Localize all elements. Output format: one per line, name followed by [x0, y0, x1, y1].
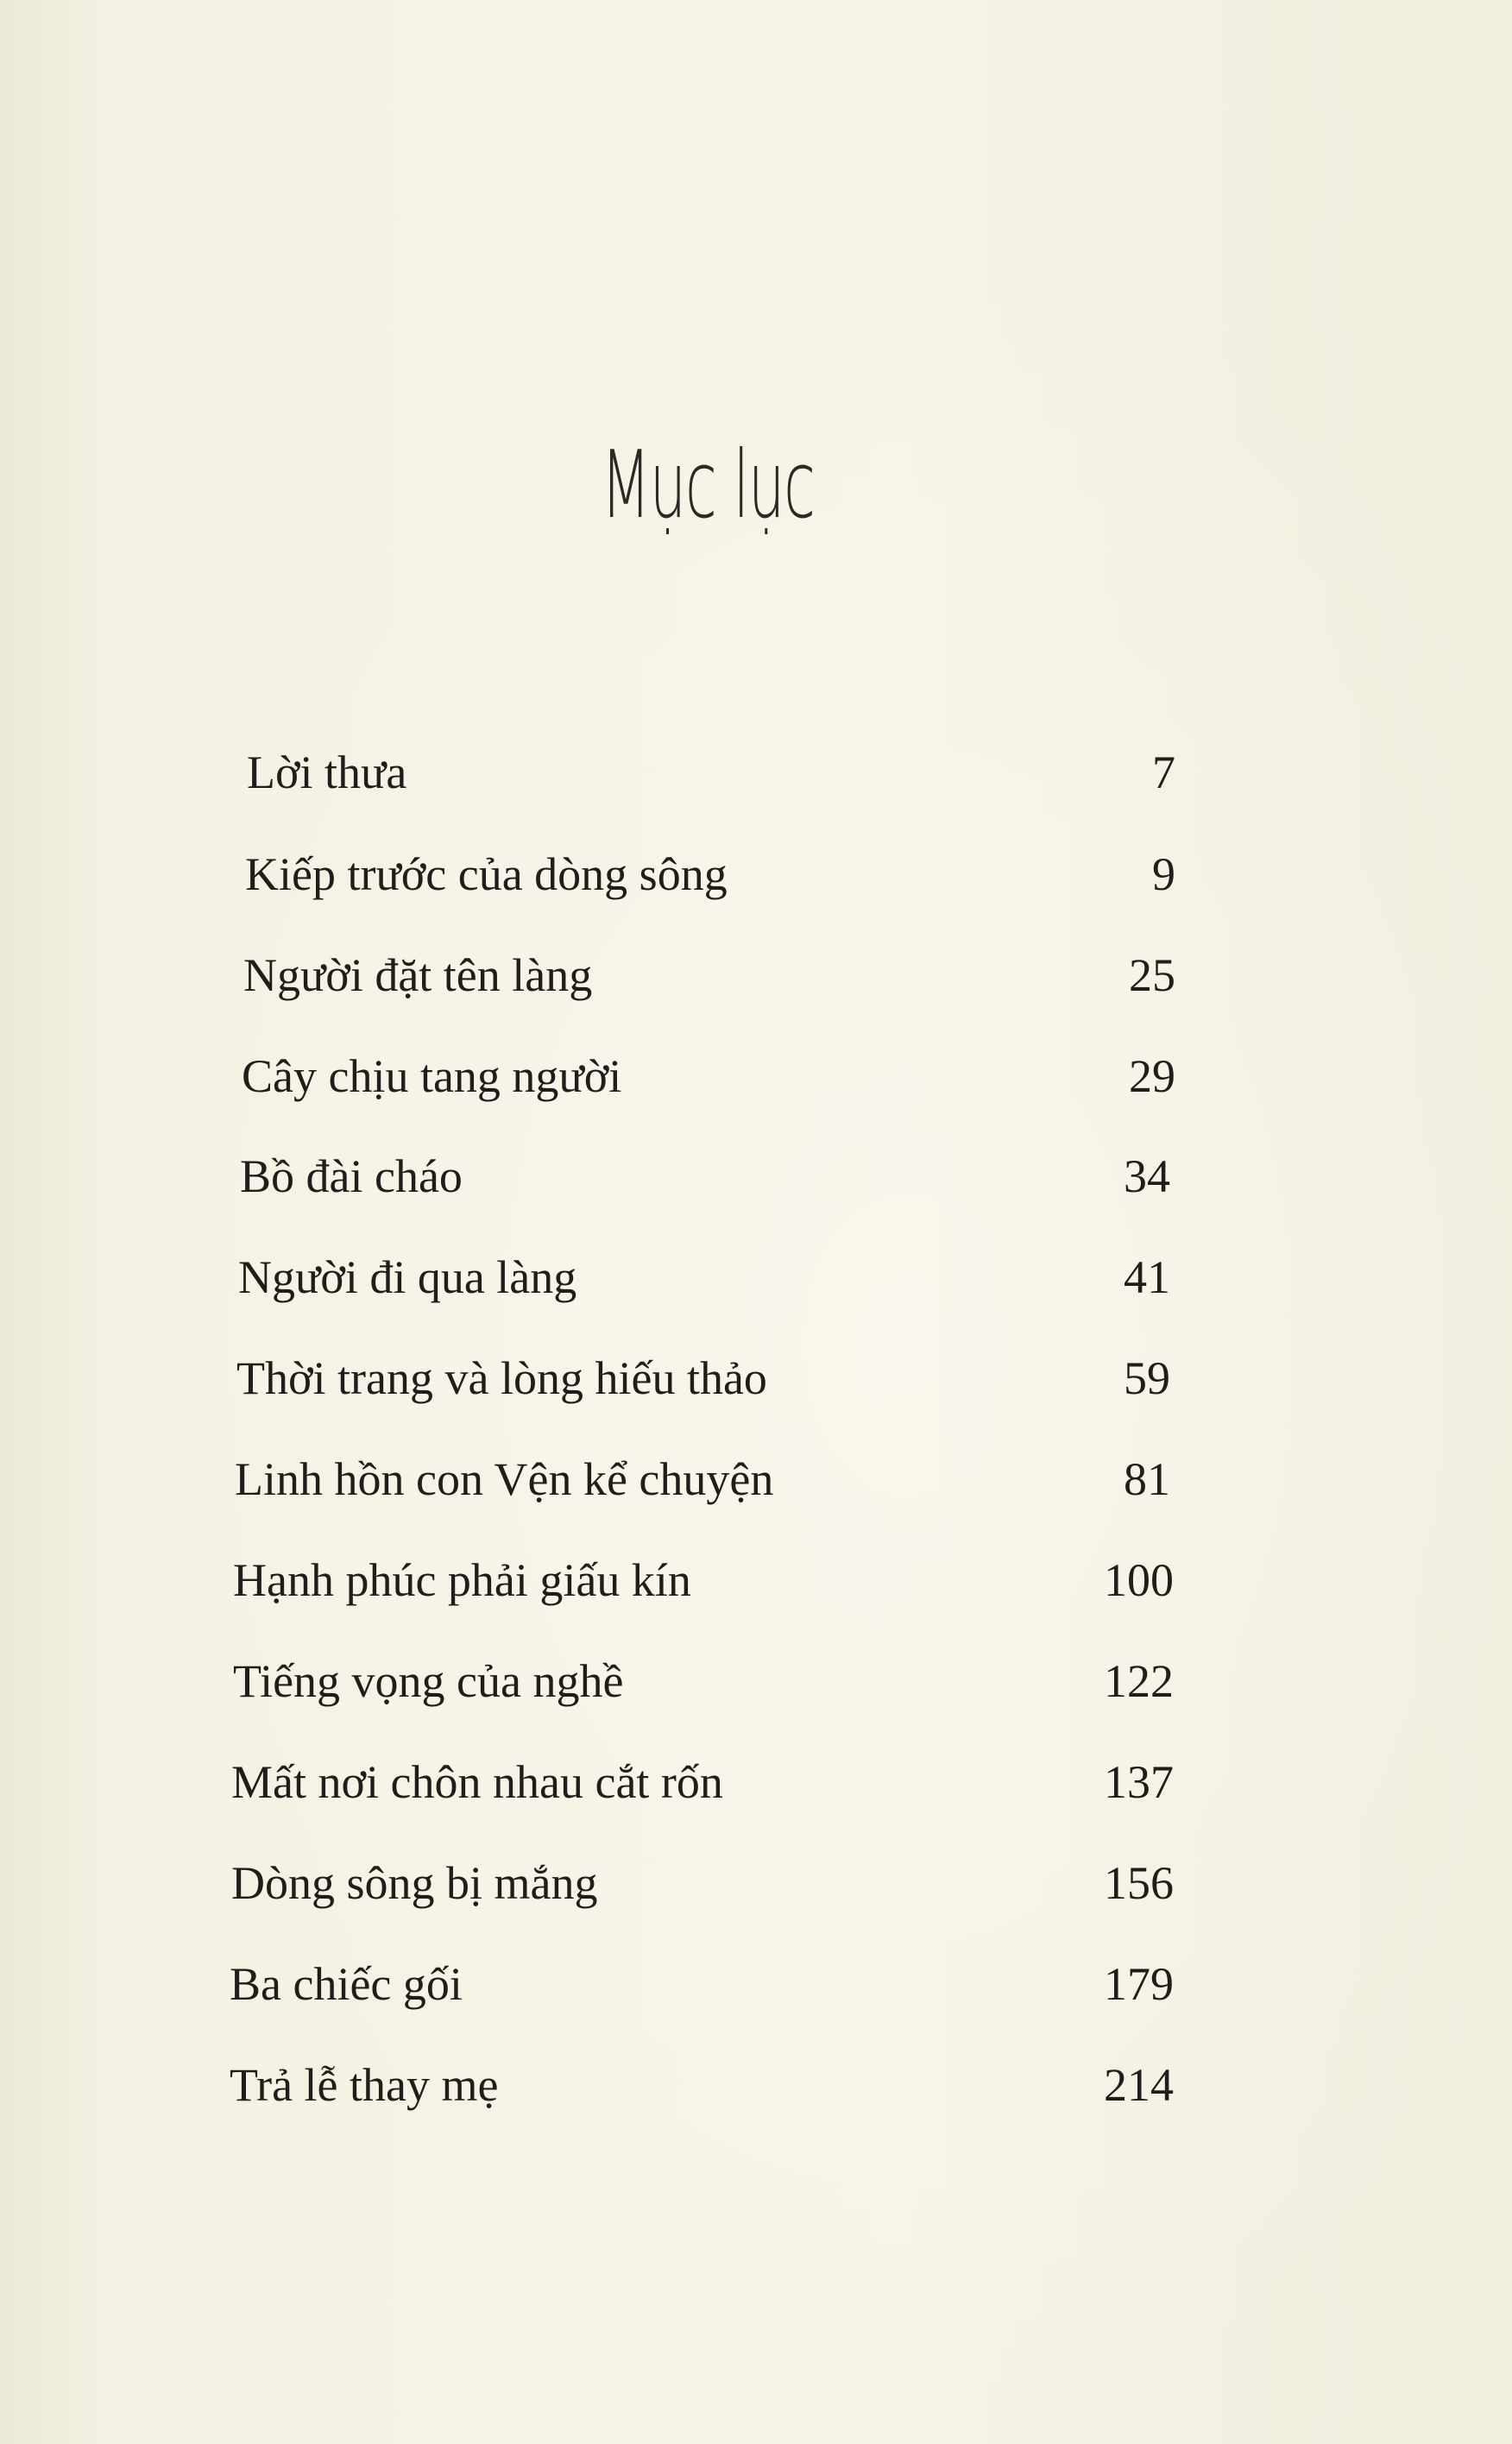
toc-entry — [245, 840, 1175, 909]
toc-entry — [233, 1647, 1174, 1716]
toc-entry-page: 214 — [1104, 2059, 1174, 2111]
toc-entry-title: Người đi qua làng — [238, 1251, 577, 1303]
toc-entry-page: 156 — [1104, 1857, 1174, 1909]
toc-entry-page: 29 — [1129, 1050, 1175, 1102]
toc-entry-page: 41 — [1124, 1251, 1170, 1303]
toc-entry-title: Người đặt tên làng — [243, 949, 593, 1001]
toc-entry-title: Ba chiếc gối — [230, 1958, 463, 2010]
toc-entry-title: Mất nơi chôn nhau cắt rốn — [231, 1756, 723, 1808]
toc-entry — [242, 1042, 1175, 1111]
toc-entry-title: Linh hồn con Vện kể chuyện — [235, 1453, 774, 1505]
toc-entry-page: 81 — [1124, 1453, 1170, 1505]
toc-entry-page: 59 — [1124, 1352, 1170, 1404]
toc-entry-page: 179 — [1104, 1958, 1174, 2010]
toc-entry — [231, 1748, 1174, 1817]
toc-entry-page: 122 — [1104, 1655, 1174, 1707]
toc-entry — [238, 1243, 1170, 1312]
toc-entry-page: 137 — [1104, 1756, 1174, 1808]
toc-entry-page: 9 — [1152, 848, 1175, 900]
toc-entry-page: 7 — [1152, 746, 1175, 798]
toc-entry — [236, 1344, 1170, 1413]
toc-entry-title: Trả lễ thay mẹ — [230, 2059, 499, 2111]
toc-entry-title: Thời trang và lòng hiếu thảo — [236, 1352, 767, 1404]
toc-entry-title: Kiếp trước của dòng sông — [245, 848, 728, 900]
toc-entry-title: Bồ đài cháo — [240, 1150, 463, 1202]
toc-entry-title: Dòng sông bị mắng — [231, 1857, 598, 1909]
toc-entry-page: 25 — [1129, 949, 1175, 1001]
page-title: Mục lục — [601, 431, 815, 539]
toc-entry-title: Hạnh phúc phải giấu kín — [233, 1554, 691, 1606]
toc-entry — [231, 1849, 1174, 1918]
toc-entry — [230, 2050, 1174, 2120]
toc-entry-page: 34 — [1124, 1150, 1170, 1202]
toc-entry — [235, 1445, 1170, 1514]
toc-entry-title: Lời thưa — [247, 746, 407, 798]
toc-entry — [247, 738, 1175, 807]
toc-entry — [230, 1950, 1174, 2019]
toc-entry-title: Tiếng vọng của nghề — [233, 1655, 624, 1707]
toc-entry — [240, 1142, 1170, 1211]
toc-entry — [233, 1546, 1174, 1615]
toc-entry-title: Cây chịu tang người — [242, 1050, 622, 1102]
toc-entry — [243, 941, 1175, 1010]
toc-entry-page: 100 — [1104, 1554, 1174, 1606]
